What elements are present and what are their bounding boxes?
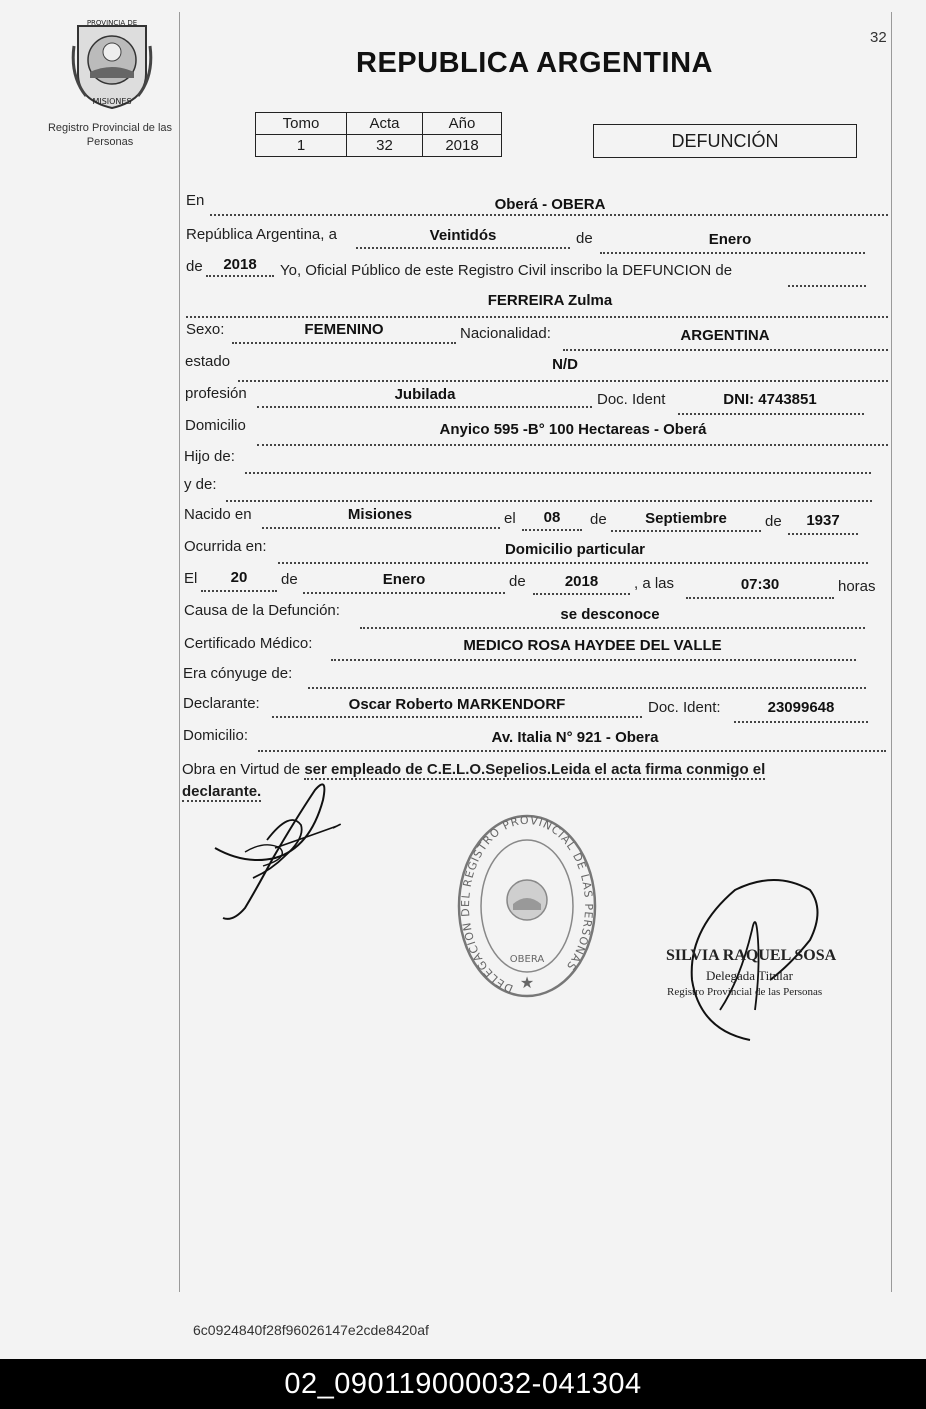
sex-line — [232, 342, 456, 344]
anio-header: Año — [423, 113, 502, 135]
label-en: En — [186, 192, 205, 209]
cause-line — [360, 627, 865, 629]
registry-value-row — [256, 135, 502, 157]
stamp-ring-text: DELEGACION DEL REGISTRO PROVINCIAL DE LAS PERSONAS — [458, 813, 596, 996]
label-estado: estado — [185, 353, 231, 370]
spouse-line — [308, 687, 866, 689]
label-hijo-de: Hijo de: — [184, 448, 235, 465]
obra-tail: declarante. — [182, 783, 262, 800]
place-value: Oberá - OBERA — [494, 196, 606, 213]
document-hash: 6c0924840f28f96026147e2cde8420af — [193, 1322, 429, 1338]
organization-name: Registro Provincial de las Personas — [47, 122, 173, 148]
label-conyuge: Era cónyuge de: — [183, 665, 293, 682]
declarant-value: Oscar Roberto MARKENDORF — [348, 696, 566, 713]
year-line — [206, 275, 274, 277]
declarant-doc-line — [734, 721, 868, 723]
document-value: DNI: 4743851 — [723, 391, 817, 408]
tomo-value: 1 — [256, 135, 347, 157]
death-month-line — [303, 592, 505, 594]
stamp-city: OBERA — [509, 954, 545, 965]
label-profesion: profesión — [185, 385, 247, 402]
label-nacido-en: Nacido en — [184, 506, 252, 523]
profession-value: Jubilada — [394, 386, 456, 403]
registry-table — [255, 112, 502, 157]
label-el-cap: El — [184, 570, 198, 587]
death-year-value: 2018 — [564, 573, 599, 590]
label-de-3: de — [590, 511, 607, 528]
day-line — [356, 247, 570, 249]
label-obra: Obra en Virtud de — [182, 761, 301, 778]
label-causa: Causa de la Defunción: — [184, 602, 340, 619]
crest-top-text: PROVINCIA DE — [86, 19, 138, 27]
parent2-line — [226, 500, 872, 502]
page-number: 32 — [870, 29, 887, 46]
label-republica: República Argentina, a — [186, 226, 337, 243]
crest-bottom-text: MISIONES — [92, 97, 132, 106]
day-words-value: Veintidós — [429, 227, 497, 244]
address-line — [257, 444, 888, 446]
yo-line — [788, 285, 866, 287]
death-day-line — [201, 590, 277, 592]
label-a-las: , a las — [634, 575, 675, 592]
profession-line — [257, 406, 592, 408]
death-time-value: 07:30 — [740, 576, 780, 593]
acta-value: 32 — [347, 135, 423, 157]
birth-place-value: Misiones — [347, 506, 413, 523]
label-nacionalidad: Nacionalidad: — [460, 325, 551, 342]
label-de-5: de — [281, 571, 298, 588]
birth-day-line — [522, 529, 582, 531]
star-icon: ★ — [519, 973, 535, 992]
parent1-line — [245, 472, 871, 474]
birth-place-line — [262, 527, 500, 529]
sex-value: FEMENINO — [304, 321, 384, 338]
record-type-box: DEFUNCIÓN — [593, 124, 857, 158]
death-time-line — [686, 597, 834, 599]
birth-year-line — [788, 533, 858, 535]
label-ocurrida-en: Ocurrida en: — [184, 538, 267, 555]
birth-day-value: 08 — [543, 509, 561, 526]
left-margin-line — [179, 12, 180, 1292]
label-doc-ident-2: Doc. Ident: — [648, 699, 721, 716]
label-de-1: de — [576, 230, 593, 247]
birth-month-value: Septiembre — [645, 510, 727, 527]
civil-status-value: N/D — [552, 356, 578, 373]
place-line — [210, 214, 888, 216]
label-certificado: Certificado Médico: — [184, 635, 313, 652]
label-de-2: de — [186, 258, 203, 275]
page-title: REPUBLICA ARGENTINA — [356, 47, 713, 79]
barcode-id-bar: 02_090119000032-041304 — [0, 1359, 926, 1409]
misiones-crest-logo — [70, 16, 154, 110]
label-de-6: de — [509, 573, 526, 590]
occurred-line — [278, 562, 868, 564]
month-line — [600, 252, 865, 254]
declarant-line — [272, 716, 642, 718]
death-day-value: 20 — [230, 569, 248, 586]
year-value: 2018 — [223, 256, 257, 273]
cause-value: se desconoce — [560, 606, 660, 623]
label-y-de: y de: — [184, 476, 217, 493]
month-value: Enero — [708, 231, 752, 248]
occurred-value: Domicilio particular — [504, 541, 646, 558]
birth-year-value: 1937 — [806, 512, 840, 529]
nationality-line — [563, 349, 888, 351]
right-margin-line — [891, 12, 892, 1292]
label-domicilio: Domicilio — [185, 417, 246, 434]
civil-status-line — [238, 380, 888, 382]
label-declarante: Declarante: — [183, 695, 260, 712]
label-yo: Yo, Oficial Público de este Registro Civil inscribo la DEFUNCION de — [280, 262, 733, 279]
official-organization: Registro Provincial de las Personas — [667, 986, 823, 998]
nationality-value: ARGENTINA — [680, 327, 770, 344]
address-value: Anyico 595 -B° 100 Hectareas - Oberá — [439, 421, 707, 438]
official-name: SILVIA RAQUEL SOSA — [666, 947, 837, 964]
declarant-address-line — [258, 750, 886, 752]
official-role: Delegada Titular — [706, 968, 794, 983]
obra-text: ser empleado de C.E.L.O.Sepelios.Leida el acta firma conmigo el — [304, 761, 766, 778]
declarant-doc-value: 23099648 — [767, 699, 835, 716]
name-line — [186, 316, 888, 318]
declarant-address-value: Av. Italia N° 921 - Obera — [491, 729, 659, 746]
registry-header-row — [256, 113, 502, 135]
death-month-value: Enero — [382, 571, 426, 588]
declarant-signature — [205, 770, 365, 930]
certificate-value: MEDICO ROSA HAYDEE DEL VALLE — [463, 637, 722, 654]
deceased-name-value: FERREIRA Zulma — [487, 292, 613, 309]
label-de-4: de — [765, 513, 782, 530]
label-sexo: Sexo: — [186, 321, 225, 338]
death-year-line — [533, 593, 630, 595]
anio-value: 2018 — [423, 135, 502, 157]
label-el-1: el — [504, 510, 516, 527]
acta-header: Acta — [347, 113, 423, 135]
label-horas: horas — [838, 578, 876, 595]
birth-month-line — [611, 530, 761, 532]
registry-official-stamp — [455, 812, 600, 1000]
tomo-header: Tomo — [256, 113, 347, 135]
document-line — [678, 413, 864, 415]
label-domicilio-2: Domicilio: — [183, 727, 249, 744]
certificate-line — [331, 659, 856, 661]
label-doc-ident: Doc. Ident — [597, 391, 666, 408]
